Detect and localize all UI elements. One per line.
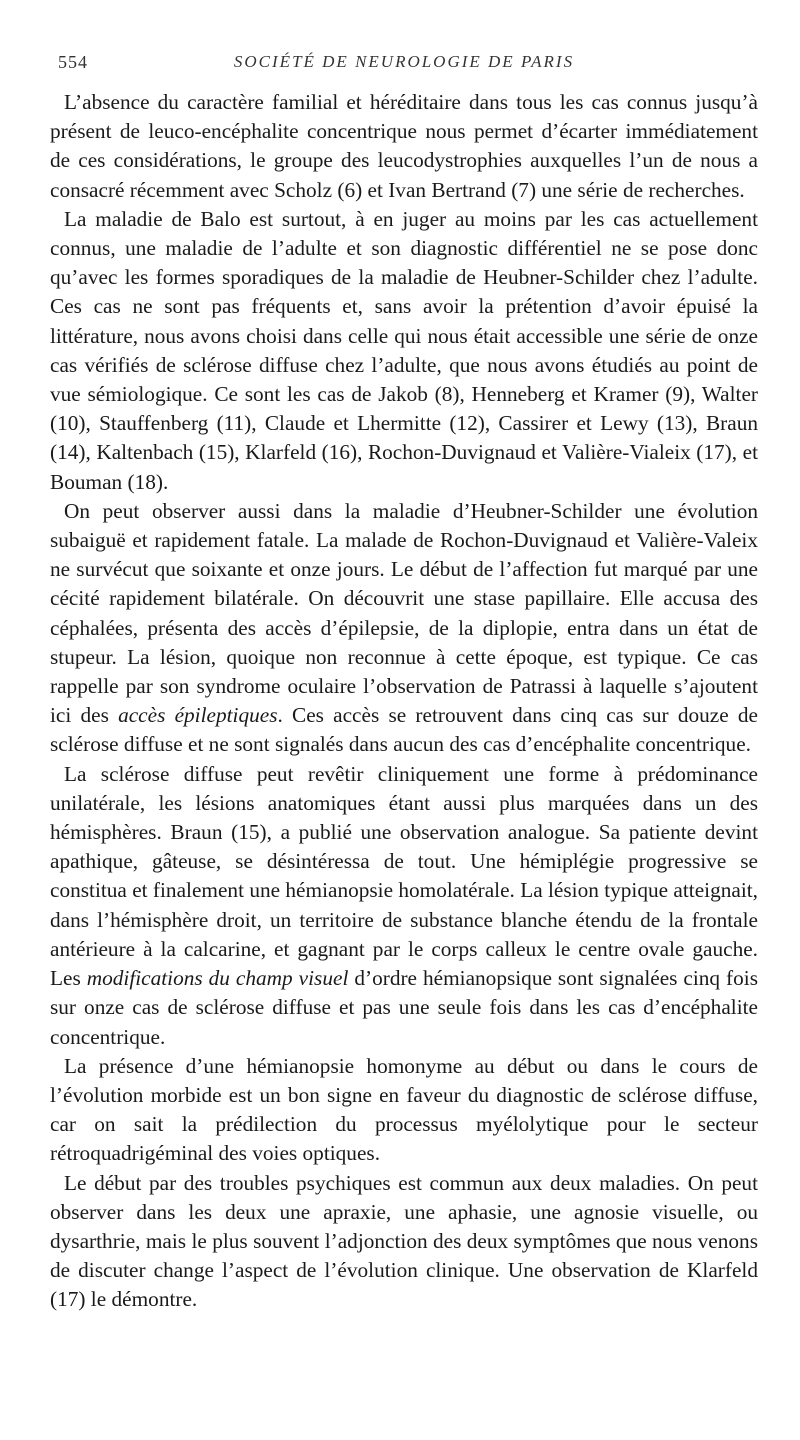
document-page [50, 52, 758, 1315]
paragraph-3 [50, 497, 758, 760]
paragraph-5 [50, 1052, 758, 1169]
paragraph-6 [50, 1169, 758, 1315]
paragraph-2 [50, 205, 758, 497]
paragraph-1 [50, 88, 758, 205]
page-number: 554 [58, 52, 88, 72]
emphasis-text: modifications du champ visuel [86, 966, 349, 991]
paragraph-4 [50, 760, 758, 1052]
paragraph-text: La maladie de Balo est surtout, à en juger au moins par les cas actuellement connus, une maladie de l’adulte et son diagnostic différentiel ne se pose donc qu’avec les formes sporadiques de la maladie de Heubner-Schilder chez l’adulte. Ces cas ne sont pas fréquents et, sans avoir la prétention d’avoir épuisé la littérature, nous avons choisi dans celle qui nous était accessible une série de onze cas vérifiés de sclérose diffuse chez l’adulte, que nous avons étudiés au point de vue sémiologique. Ce sont les cas de Jakob (8), Henneberg et Kramer (9), Walter (10), Stauffenberg (11), Claude et Lhermitte (12), Cassirer et Lewy (13), Braun (14), Kaltenbach (15), Klarfeld (16), Rochon-Duvignaud et Valière-Vialeix (17), et Bouman (18). [50, 206, 758, 494]
emphasis-text: accès épileptiques [118, 703, 278, 728]
paragraph-text: On peut observer aussi dans la maladie d’Heubner-Schilder une évolution subaiguë et rapidement fatale. La malade de Rochon-Duvignaud et Valière-Valeix ne survécut que soixante et onze jours. Le début de l’affection fut marqué par une cécité rapidement bilatérale. On découvrit une stase papillaire. Elle accusa des céphalées, présenta des accès d’épilepsie, de la diplopie, entra dans un état de stupeur. La lésion, quoique non reconnue à cette époque, est typique. Ce cas rappelle par son syndrome oculaire l’observation de Patrassi à laquelle s’ajoutent ici des [50, 498, 758, 728]
page-header [50, 52, 758, 82]
paragraph-text: Le début par des troubles psychiques est commun aux deux maladies. On peut observer dans les deux une apraxie, une aphasie, une agnosie visuelle, ou dysarthrie, mais le plus souvent l’adjonction des deux symptômes que nous venons de discuter change l’aspect de l’évolution clinique. Une observation de Klarfeld (17) le démontre. [50, 1170, 758, 1312]
paragraph-text: . Ces accès se retrouvent dans cinq cas sur douze de sclérose diffuse et ne sont signalés dans aucun des cas d’encéphalite concentrique. [50, 703, 758, 757]
paragraph-text: La présence d’une hémianopsie homonyme au début ou dans le cours de l’évolution morbide est un bon signe en faveur du diagnostic de sclérose diffuse, car on sait la prédilection du processus myélolytique pour le secteur rétroquadrigéminal des voies optiques. [50, 1053, 758, 1166]
paragraph-text: La sclérose diffuse peut revêtir cliniquement une forme à prédominance unilatérale, les lésions anatomiques étant aussi plus marquées dans un des hémisphères. Braun (15), a publié une observation analogue. Sa patiente devint apathique, gâteuse, se désintéressa de tout. Une hémiplégie progressive se constitua et finalement une hémianopsie homolatérale. La lésion typique atteignait, dans l’hémisphère droit, un territoire de substance blanche étendu de la frontale antérieure à la calcarine, et gagnant par le corps calleux le centre ovale gauche. Les [50, 761, 758, 991]
paragraph-text: L’absence du caractère familial et héréditaire dans tous les cas connus jusqu’à présent de leuco-encéphalite concentrique nous permet d’écarter immédiatement de ces considérations, le groupe des leucodystrophies auxquelles l’un de nous a consacré récemment avec Scholz (6) et Ivan Bertrand (7) une série de recherches. [50, 90, 758, 202]
running-title: SOCIÉTÉ DE NEUROLOGIE DE PARIS [233, 52, 575, 71]
paragraph-text: d’ordre hémianopsique sont signalées cinq fois sur onze cas de sclérose diffuse et pas une seule fois dans les cas d’encéphalite concentrique. [50, 966, 759, 1049]
